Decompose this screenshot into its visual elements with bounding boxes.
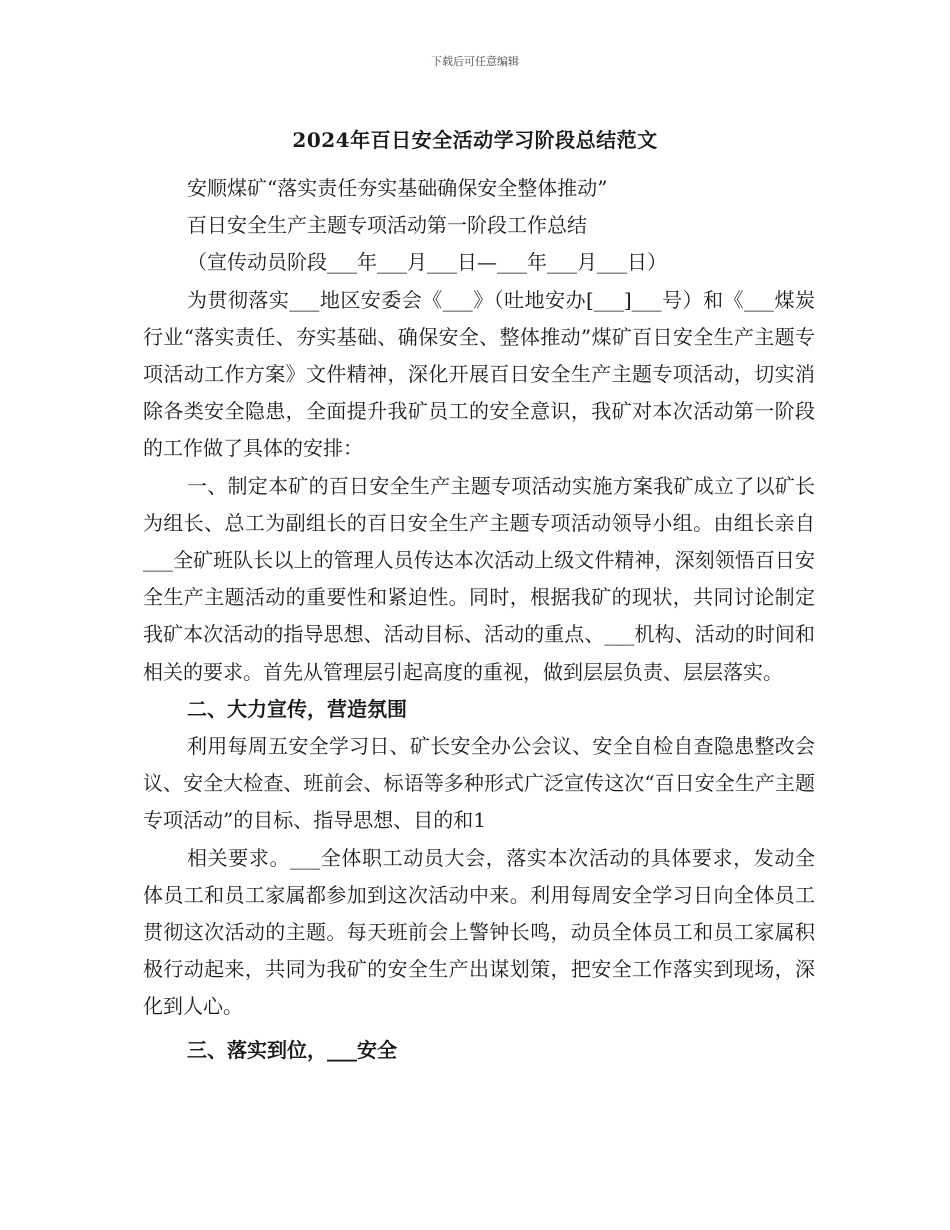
section-heading-2: 二、大力宣传，营造氛围 [187,696,407,721]
section-heading-3: 三、落实到位，___安全 [187,1037,397,1062]
paragraph-section-1: 一、制定本矿的百日安全生产主题专项活动实施方案我矿成立了以矿长为组长、总工为副组长的百日安全生产主题专项活动领导小组。由组长亲自___全矿班队长以上的管理人员传达本次活动上级文件精神，深刻领悟百日安全生产主题活动的重要性和紧迫性。同时，根据我矿的现状，共同讨论制定我矿本次活动的指导思想、活动目标、活动的重点、___机构、活动的时间和相关的要求。首先从管理层引起高度的重视，做到层层负责、层层落实。 [143,473,815,684]
paragraph-section-2a: 利用每周五安全学习日、矿长安全办公会议、安全自检自查隐患整改会议、安全大检查、班前会、标语等多种形式广泛宣传这次“百日安全生产主题专项活动”的目标、指导思想、目的和1 [143,734,815,833]
document-body [143,170,815,1069]
document-title: 2024年百日安全活动学习阶段总结范文 [292,128,658,152]
subtitle-line-2: 百日安全生产主题专项活动第一阶段工作总结 [187,213,587,238]
subtitle-line-1: 安顺煤矿“落实责任夯实基础确保安全整体推动” [187,176,608,200]
subtitle-line-3: （宣传动员阶段___年___月___日—___年___月___日） [187,250,667,275]
paragraph-section-2b: 相关要求。___全体职工动员大会，落实本次活动的具体要求，发动全体员工和员工家属都参加到这次活动中来。利用每周安全学习日向全体员工贯彻这次活动的主题。每天班前会上警钟长鸣，动员全体员工和员工家属积极行动起来，共同为我矿的安全生产出谋划策，把安全工作落实到现场，深化到人心。 [143,845,815,1019]
page-header: 下载后可任意编辑 [431,55,519,68]
paragraph-intro: 为贯彻落实___地区安委会《___》（吐地安办[___]___号）和《___煤炭行业“落实责任、夯实基础、确保安全、整体推动”煤矿百日安全生产主题专项活动工作方案》文件精神，深化开展百日安全生产主题专项活动，切实消除各类安全隐患，全面提升我矿员工的安全意识，我矿对本次活动第一阶段的工作做了具体的安排： [143,287,815,461]
